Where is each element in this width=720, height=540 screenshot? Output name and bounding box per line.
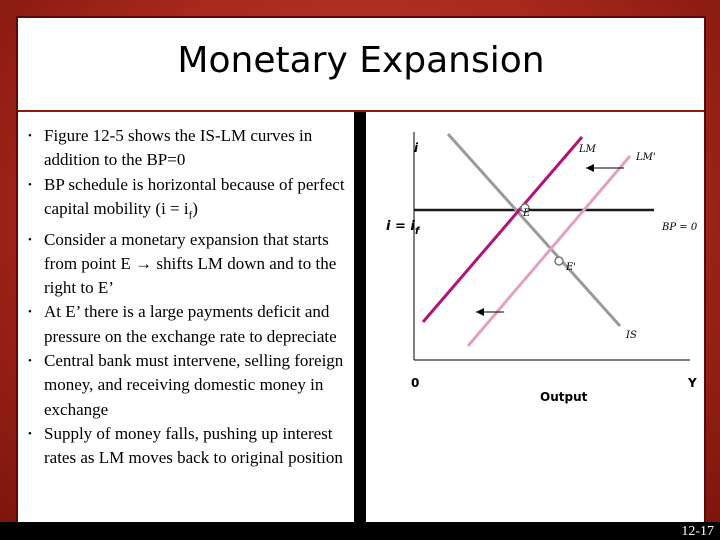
point-e-prime: [555, 257, 563, 265]
is-lm-bp-diagram: [368, 112, 704, 522]
bullet-text: Figure 12-5 shows the IS-LM curves in addition to the BP=0: [44, 126, 313, 170]
bullet-item: [24, 349, 364, 422]
bullet-dot-icon: •: [28, 233, 32, 246]
title-bar: [18, 18, 704, 112]
slide-frame: [16, 16, 706, 522]
bullet-dot-icon: •: [28, 355, 32, 368]
bullet-item: [24, 300, 364, 349]
lm-prime-label: LM': [636, 152, 656, 163]
point-e-label: E: [523, 208, 531, 219]
y-axis-label: i: [414, 141, 419, 155]
is-curve: [448, 134, 620, 326]
bullet-text: Supply of money falls, pushing up interest rates as LM moves back to original position: [44, 423, 343, 468]
point-e-prime-label: E': [566, 262, 577, 273]
footer-strip: [0, 522, 720, 540]
bullet-dot-icon: •: [28, 130, 32, 142]
divider: [354, 112, 366, 522]
bullet-item: [24, 422, 364, 471]
lm-label: LM: [579, 144, 596, 155]
x-axis-label: Y: [688, 376, 697, 390]
bullet-text: Central bank must intervene, selling foreign money, and receiving domestic money in exchange: [44, 351, 344, 419]
bullet-text-after: ): [192, 198, 198, 218]
bullet-text: BP schedule is horizontal because of perfect capital mobility (i = i: [44, 174, 345, 218]
bullet-item: [24, 124, 364, 173]
bullet-list: [24, 124, 364, 471]
x-title: Output: [540, 390, 588, 404]
bullet-subscript: f: [188, 209, 193, 222]
bullet-dot-icon: •: [28, 306, 32, 319]
bp-label: BP = 0: [662, 222, 698, 233]
arrow-left-icon: [586, 164, 594, 172]
bullet-text: At E’ there is a large payments deficit and pressure on the exchange rate to depreciate: [44, 302, 337, 346]
arrow-left-icon: [476, 308, 484, 316]
origin-label: 0: [411, 376, 420, 390]
rate-label: $i = i_f$: [386, 219, 420, 237]
is-label: IS: [626, 330, 637, 341]
bullet-item: [24, 228, 364, 301]
lm-curve: [423, 137, 582, 322]
bullet-item: [24, 173, 364, 228]
slide-content: [18, 112, 704, 522]
slide-title: Monetary Expansion: [177, 40, 545, 81]
bullet-text: Consider a monetary expansion that starts from point E → shifts LM down and to the right to E’: [44, 229, 337, 298]
page-number: 12-17: [681, 524, 714, 539]
bullet-dot-icon: •: [28, 427, 32, 440]
bullet-dot-icon: •: [28, 178, 32, 191]
